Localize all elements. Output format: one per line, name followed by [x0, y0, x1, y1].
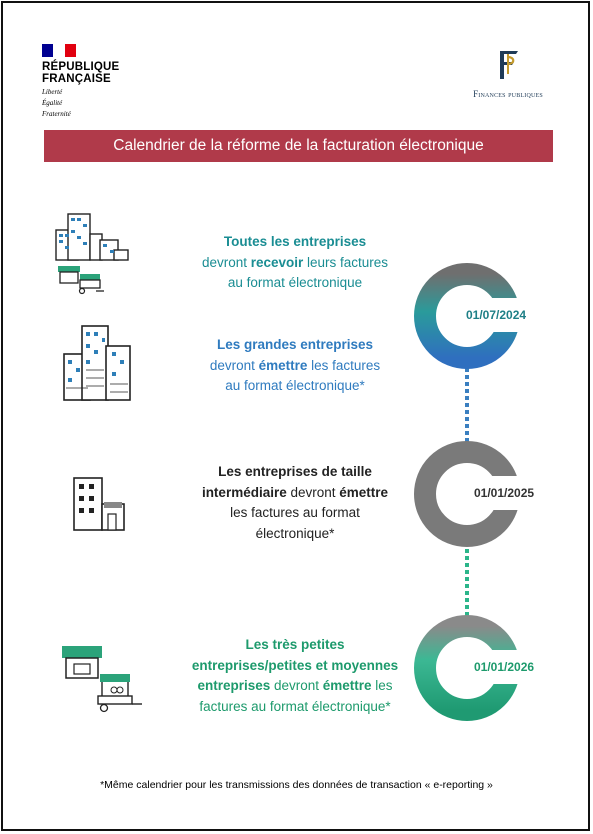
motto-fraternite: Fraternité: [42, 110, 71, 118]
step-2-verb-pre: devront: [209, 357, 259, 373]
timeline-graphic: [400, 250, 570, 750]
milestone-date-1: 01/07/2024: [466, 308, 527, 322]
step-4-subject-2: entreprises/petites et moyennes: [191, 657, 399, 673]
step-3-subject-1: Les entreprises de taille: [218, 464, 372, 479]
step-1-format: au format électronique: [227, 275, 363, 290]
step-1-verb: recevoir: [250, 254, 304, 270]
motto-liberte: Liberté: [42, 88, 63, 96]
title-banner: Calendrier de la réforme de la facturation électronique: [44, 130, 553, 162]
step-2-text: [150, 335, 440, 397]
step-2-verb: émettre: [258, 357, 308, 373]
step-2-subject: Les grandes entreprises: [216, 337, 374, 352]
step-1-text: [150, 232, 440, 294]
step-4-object: les: [371, 678, 393, 693]
step-3-verb-pre: devront: [286, 484, 340, 500]
rf-title-line2: FRANÇAISE: [42, 73, 111, 85]
step-3-format: électronique*: [255, 525, 335, 541]
city-buildings-icon: [52, 208, 132, 298]
motto-egalite: Égalité: [42, 99, 63, 107]
step-4-subject-1: Les très petites: [245, 637, 345, 652]
large-buildings-icon: [60, 320, 136, 404]
step-4-verb: émettre: [322, 678, 372, 693]
step-1-subject: Toutes les entreprises: [223, 234, 367, 249]
step-4-format: factures au format électronique*: [199, 698, 391, 714]
fp-label: Finances publiques: [473, 89, 543, 99]
milestone-date-3: 01/01/2026: [474, 660, 535, 674]
step-3-text: [150, 462, 440, 544]
step-3-subject-2: intermédiaire: [201, 484, 287, 500]
finances-publiques-logo: [458, 48, 558, 99]
fp-emblem-icon: [488, 48, 528, 82]
step-3-verb: émettre: [339, 484, 389, 500]
step-1-verb-pre: devront: [201, 254, 251, 270]
milestone-date-2: 01/01/2025: [474, 486, 535, 500]
footnote: *Même calendrier pour les transmissions des données de transaction « e-reporting »: [100, 779, 493, 791]
step-1-object: leurs factures: [303, 254, 389, 270]
mid-building-icon: [70, 474, 130, 534]
step-4-subject-3: entreprises: [197, 678, 271, 693]
republique-francaise-logo: [42, 44, 119, 118]
flag-icon: [42, 44, 76, 57]
rf-title-line1: RÉPUBLIQUE: [42, 61, 120, 73]
step-4-verb-pre: devront: [270, 678, 323, 693]
step-2-format: au format électronique*: [225, 378, 365, 393]
small-shops-icon: [58, 642, 144, 714]
step-3-object: les factures au format: [230, 505, 360, 520]
step-2-object: les factures: [307, 357, 381, 373]
